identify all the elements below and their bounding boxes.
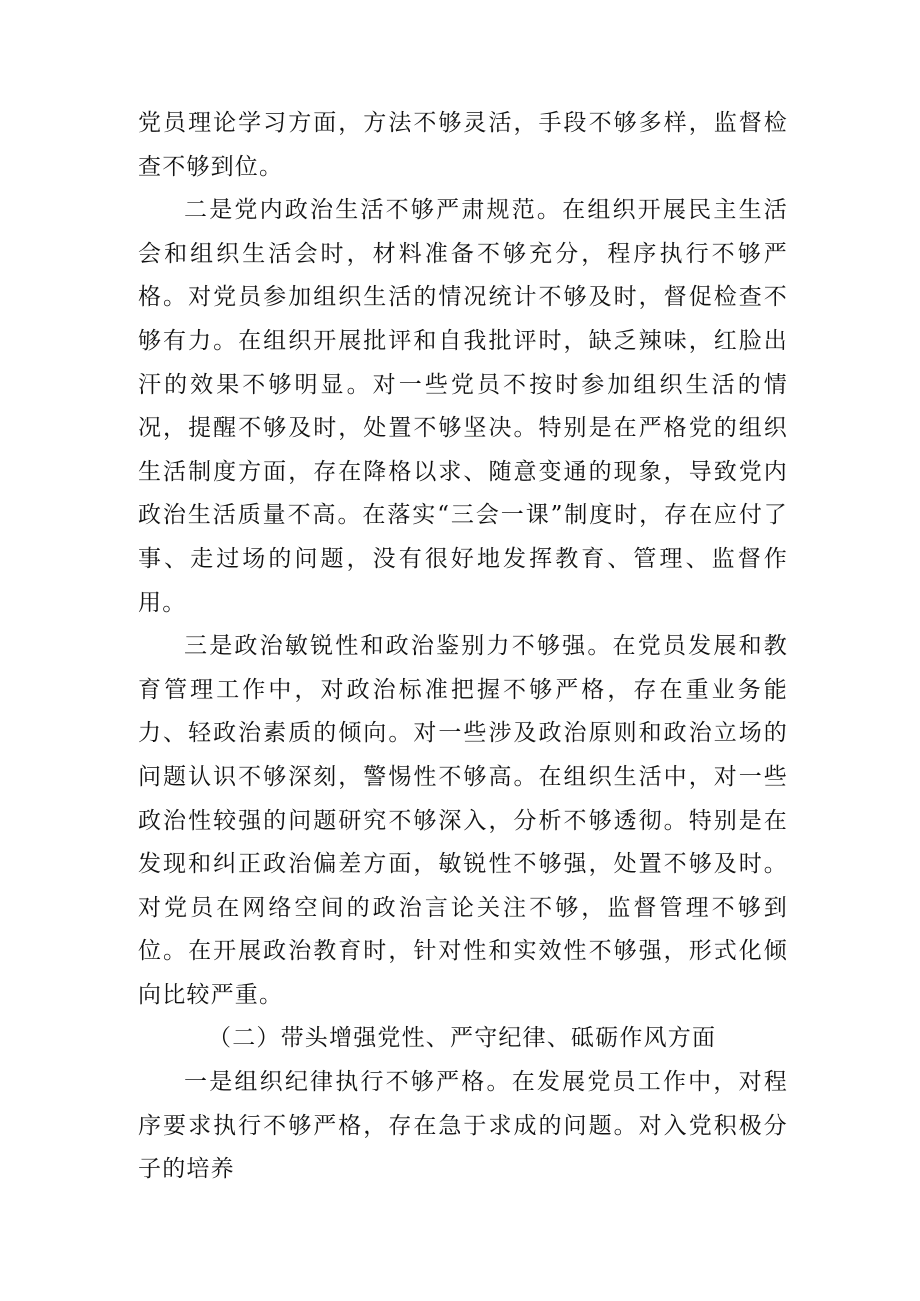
section-heading: （二）带头增强党性、严守纪律、砥砺作风方面 [208,1025,717,1052]
paragraph-point-two: 二是党内政治生活不够严肃规范。在组织开展民主生活会和组织生活会时，材料准备不够充分，程序执行不够严格。对党员参加组织生活的情况统计不够及时，督促检查不够有力。在组织开展批评和自我批评时，缺乏辣味，红脸出汗的效果不够明显。对一些党员不按时参加组织生活的情况，提醒不够及时，处置不够坚决。特别是在严格党的组织生活制度方面，存在降格以求、随意变通的现象，导致党内政治生活质量不高。在落实“三会一课”制度时，存在应付了事、走过场的问题，没有很好地发挥教育、管理、监督作用。 [138,197,788,616]
document-body [138,102,788,1192]
paragraph-point-one: 一是组织纪律执行不够严格。在发展党员工作中，对程序要求执行不够严格，存在急于求成的问题。对入党积极分子的培养 [138,1069,788,1183]
paragraph-continuation: 党员理论学习方面，方法不够灵活，手段不够多样，监督检查不够到位。 [138,110,788,180]
paragraph-point-three: 三是政治敏锐性和政治鉴别力不够强。在党员发展和教育管理工作中，对政治标准把握不够严格，存在重业务能力、轻政治素质的倾向。对一些涉及政治原则和政治立场的问题认识不够深刻，警惕性不够高。在组织生活中，对一些政治性较强的问题研究不够深入，分析不够透彻。特别是在发现和纠正政治偏差方面，敏锐性不够强，处置不够及时。对党员在网络空间的政治言论关注不够，监督管理不够到位。在开展政治教育时，针对性和实效性不够强，形式化倾向比较严重。 [138,633,788,1008]
